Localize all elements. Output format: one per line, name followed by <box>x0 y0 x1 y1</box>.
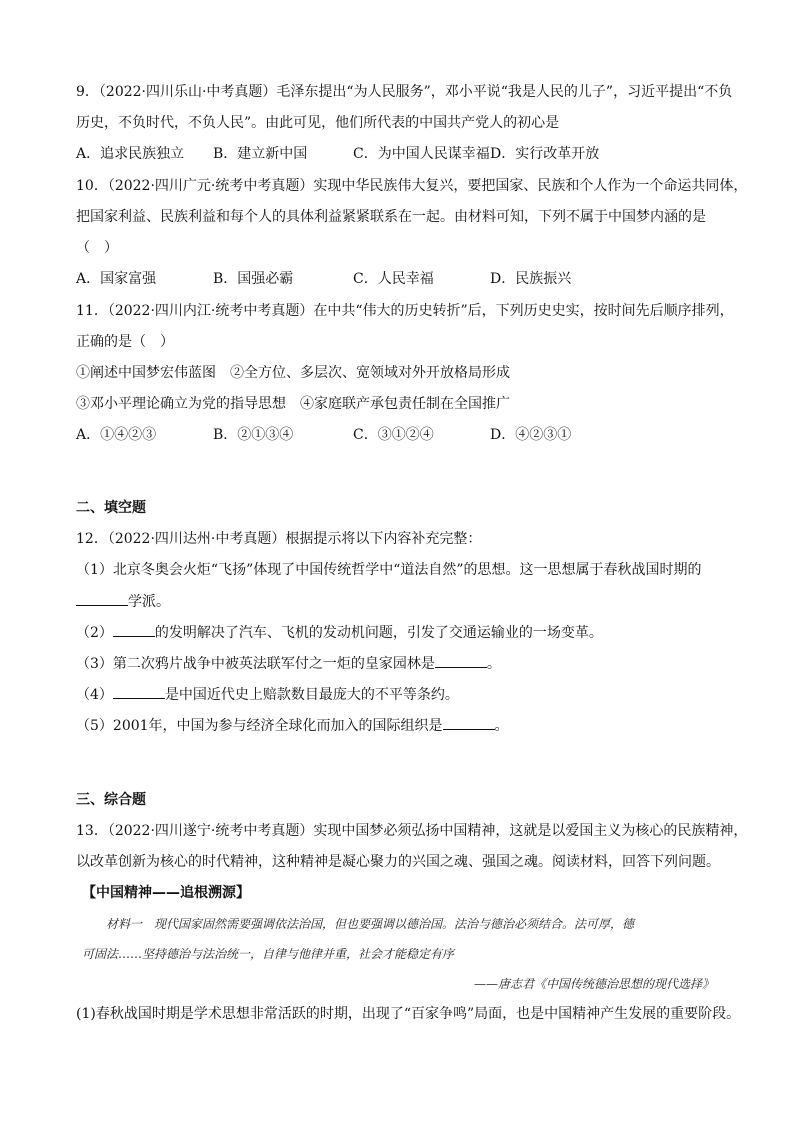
q12-part3 <box>76 653 501 674</box>
q9-option-c: C．为中国人民谋幸福 <box>353 146 490 162</box>
q9-option-b: B．建立新中国 <box>213 146 308 162</box>
q12-part2 <box>76 622 603 643</box>
q12-part4-suffix: 是中国近代史上赔款数目最庞大的不平等条约。 <box>164 687 459 703</box>
q12-part3-suffix: 。 <box>486 656 501 672</box>
q11-option-a: A．①④②③ <box>76 427 157 443</box>
q10-option-c: C．人民幸福 <box>353 271 434 287</box>
q9-option-d: D．实行改革开放 <box>490 146 600 162</box>
q12-part5-blank[interactable] <box>443 715 495 730</box>
q12-part3-prefix: （3）第二次鸦片战争中被英法联军付之一炬的皇家园林是 <box>76 656 435 672</box>
q13-material-line1: 材料一 现代国家固然需要强调依法治国，但也要强调以德治国。法治与德治必须结合。法可厚，德 <box>106 917 635 931</box>
q12-part4-prefix: （4） <box>76 687 113 703</box>
q13-section-heading: 【中国精神——追根溯源】 <box>82 885 250 901</box>
q10-stem-line1: 10．（2022·四川广元·统考中考真题）实现中华民族伟大复兴，要把国家、民族和个人作为一个命运共同体， <box>76 178 748 194</box>
q13-material-line2: 可固法……坚持德治与法治统一，自律与他律并重，社会才能稳定有序 <box>82 947 455 961</box>
q13-stem-line1: 13．（2022·四川遂宁·统考中考真题）实现中国梦必须弘扬中国精神，这就是以爱国主义为核心的民族精神， <box>76 823 748 839</box>
q12-part2-suffix: 的发明解决了汽车、飞机的发动机问题，引发了交通运输业的一场变革。 <box>154 625 603 641</box>
q10-answer-bracket: （ ） <box>76 240 118 256</box>
q13-subquestion-1: (1)春秋战国时期是学术思想非常活跃的时期，出现了“百家争鸣”局面，也是中国精神产生发展的重要阶段。 <box>76 1006 741 1022</box>
q11-stem-line2: 正确的是（ ） <box>76 334 174 350</box>
q12-part1-blank[interactable] <box>76 591 128 606</box>
q12-part1-line2 <box>76 591 170 612</box>
q12-part2-prefix: （2） <box>76 625 113 641</box>
q11-option-d: D．④②③① <box>490 427 572 443</box>
q11-stem-line1: 11．（2022·四川内江·统考中考真题）在中共“伟大的历史转折”后，下列历史史实，按时间先后顺序排列， <box>76 303 734 319</box>
q11-items-line2: ③邓小平理论确立为党的指导思想 ④家庭联产承包责任制在全国推广 <box>76 396 510 412</box>
q13-stem-line2: 以改革创新为核心的时代精神，这种精神是凝心聚力的兴国之魂、强国之魂。阅读材料，回答下列问题。 <box>76 854 720 870</box>
q13-material-source: ——唐志君《中国传统德治思想的现代选择》 <box>473 977 714 991</box>
q12-stem: 12．（2022·四川达州·中考真题）根据提示将以下内容补充完整： <box>76 531 482 547</box>
q10-stem-line2: 把国家利益、民族利益和每个人的具体利益紧紧联系在一起。由材料可知，下列不属于中国梦内涵的是 <box>76 209 706 225</box>
q10-option-b: B．国强必霸 <box>213 271 294 287</box>
q10-option-a: A．国家富强 <box>76 271 157 287</box>
q11-option-b: B．②①③④ <box>213 427 294 443</box>
section-fill-in-title: 二、填空题 <box>76 500 146 516</box>
q10-option-d: D．民族振兴 <box>490 271 572 287</box>
q12-part2-blank[interactable] <box>113 622 155 637</box>
q12-part4 <box>76 684 459 705</box>
q11-option-c: C．③①②④ <box>353 427 434 443</box>
q9-option-a: A．追求民族独立 <box>76 146 185 162</box>
q11-items-line1: ①阐述中国梦宏伟蓝图 ②全方位、多层次、宽领域对外开放格局形成 <box>76 365 510 381</box>
q9-stem-line2: 历史，不负时代，不负人民”。由此可见，他们所代表的中国共产党人的初心是 <box>76 115 560 131</box>
q12-part4-blank[interactable] <box>113 684 165 699</box>
q12-part3-blank[interactable] <box>435 653 487 668</box>
q12-part1-line1: （1）北京冬奥会火炬“飞扬”体现了中国传统哲学中“道法自然”的思想。这一思想属于春秋战国时期的 <box>76 562 702 578</box>
q12-part1-suffix: 学派。 <box>128 594 170 610</box>
q12-part5-prefix: （5）2001年，中国为参与经济全球化而加入的国际组织是 <box>76 718 443 734</box>
q12-part5-suffix: 。 <box>494 718 509 734</box>
q12-part5 <box>76 715 509 736</box>
section-comprehensive-title: 三、综合题 <box>76 792 146 808</box>
q9-stem-line1: 9．（2022·四川乐山·中考真题）毛泽东提出“为人民服务”，邓小平说“我是人民的儿子”，习近平提出“不负 <box>76 84 733 100</box>
